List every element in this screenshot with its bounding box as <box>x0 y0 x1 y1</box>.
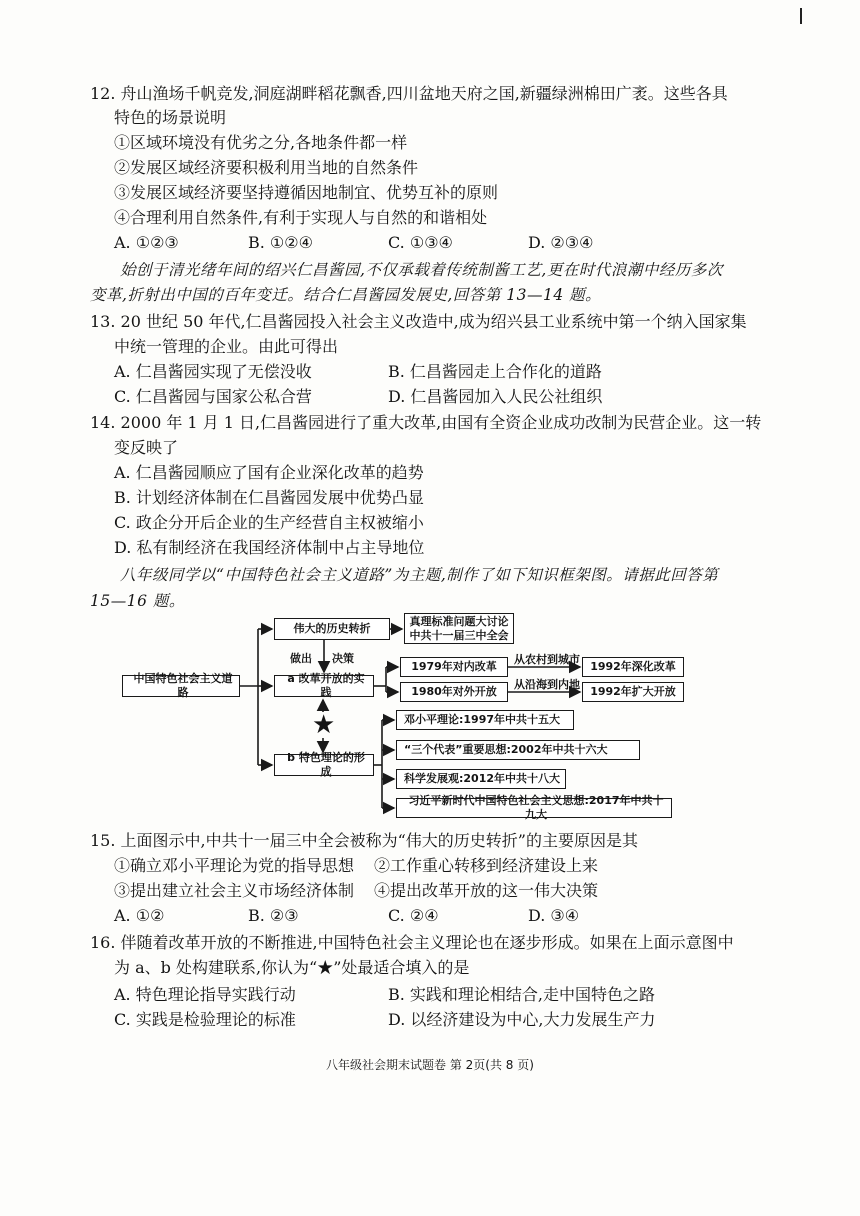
q12-stem-line1: 12. 舟山渔场千帆竞发,洞庭湖畔稻花飘香,四川盆地天府之国,新疆绿洲棉田广袤。这些各具 <box>90 84 728 103</box>
diagram-theory-item-1: 邓小平理论:1997年中共十五大 <box>396 710 574 730</box>
q15-option-b[interactable]: B. ②③ <box>248 906 299 925</box>
q13-stem-line1: 13. 20 世纪 50 年代,仁昌酱园投入社会主义改造中,成为绍兴县工业系统中第一个纳入国家集 <box>90 312 747 331</box>
q12-option-a[interactable]: A. ①②③ <box>114 233 179 252</box>
diagram-reform-1992a-box: 1992年深化改革 <box>582 657 684 677</box>
q14-option-b[interactable]: B. 计划经济体制在仁昌酱园发展中优势凸显 <box>114 488 424 507</box>
diagram-turn-detail-2: 中共十一届三中全会 <box>409 628 509 642</box>
diagram-label-juece: 决策 <box>332 652 354 665</box>
q14-option-d[interactable]: D. 私有制经济在我国经济体制中占主导地位 <box>114 538 425 557</box>
intro-15-16-line1: 八年级同学以“中国特色社会主义道路”为主题,制作了如下知识框架图。请据此回答第 <box>120 566 719 584</box>
diagram-theory-item-2: “三个代表”重要思想:2002年中共十六大 <box>396 740 640 760</box>
diagram-turn-detail-box <box>404 613 514 644</box>
q14-stem-line2: 变反映了 <box>114 438 179 457</box>
q13-option-a[interactable]: A. 仁昌酱园实现了无偿没收 <box>114 362 312 381</box>
diagram-label-inland: 从沿海到内地 <box>514 678 580 691</box>
q12-item-3: ③发展区域经济要坚持遵循因地制宜、优势互补的原则 <box>114 183 499 202</box>
q15-stem: 15. 上面图示中,中共十一届三中全会被称为“伟大的历史转折”的主要原因是其 <box>90 831 638 850</box>
star-icon: ★ <box>312 710 336 740</box>
q12-item-4: ④合理利用自然条件,有利于实现人与自然的和谐相处 <box>114 208 488 227</box>
diagram-theory-item-3: 科学发展观:2012年中共十八大 <box>396 769 566 789</box>
diagram-reform-box: a 改革开放的实践 <box>274 675 374 697</box>
q15-item-4: ④提出改革开放的这一伟大决策 <box>374 881 599 900</box>
q16-option-d[interactable]: D. 以经济建设为中心,大力发展生产力 <box>388 1010 656 1029</box>
q12-option-b[interactable]: B. ①②④ <box>248 233 313 252</box>
q14-stem-line1: 14. 2000 年 1 月 1 日,仁昌酱园进行了重大改革,由国有全资企业成功改制为民营企业。这一转 <box>90 413 762 432</box>
page-footer: 八年级社会期末试题卷 第 2页(共 8 页) <box>326 1058 534 1072</box>
diagram-turn-detail-1: 真理标准问题大讨论 <box>409 614 509 628</box>
q15-option-d[interactable]: D. ③④ <box>528 906 580 925</box>
q16-stem-line2: 为 a、b 处构建联系,你认为“★”处最适合填入的是 <box>114 958 470 977</box>
q12-stem-line2: 特色的场景说明 <box>114 108 227 127</box>
q12-option-c[interactable]: C. ①③④ <box>388 233 453 252</box>
intro-13-14-line2: 变革,折射出中国的百年变迁。结合仁昌酱园发展史,回答第 13—14 题。 <box>90 286 602 304</box>
diagram-label-zuochu: 做出 <box>290 652 312 665</box>
q15-option-a[interactable]: A. ①② <box>114 906 165 925</box>
q15-item-1: ①确立邓小平理论为党的指导思想 <box>114 856 355 875</box>
diagram-root-box: 中国特色社会主义道路 <box>122 675 240 697</box>
q13-option-b[interactable]: B. 仁昌酱园走上合作化的道路 <box>388 362 602 381</box>
q15-item-3: ③提出建立社会主义市场经济体制 <box>114 881 355 900</box>
q15-item-2: ②工作重心转移到经济建设上来 <box>374 856 599 875</box>
intro-13-14-line1: 始创于清光绪年间的绍兴仁昌酱园,不仅承载着传统制酱工艺,更在时代浪潮中经历多次 <box>120 261 723 279</box>
diagram-reform-1992b-box: 1992年扩大开放 <box>582 682 684 702</box>
q15-option-c[interactable]: C. ②④ <box>388 906 439 925</box>
diagram-reform-1980-box: 1980年对外开放 <box>400 682 508 702</box>
diagram-label-city: 从农村到城市 <box>514 653 580 666</box>
q13-option-c[interactable]: C. 仁昌酱园与国家公私合营 <box>114 387 312 406</box>
q12-item-2: ②发展区域经济要积极利用当地的自然条件 <box>114 158 419 177</box>
q16-option-b[interactable]: B. 实践和理论相结合,走中国特色之路 <box>388 985 656 1004</box>
q16-option-a[interactable]: A. 特色理论指导实践行动 <box>114 985 296 1004</box>
q14-option-c[interactable]: C. 政企分开后企业的生产经营自主权被缩小 <box>114 513 424 532</box>
q12-item-1: ①区域环境没有优劣之分,各地条件都一样 <box>114 133 408 152</box>
q13-stem-line2: 中统一管理的企业。由此可得出 <box>114 337 339 356</box>
diagram-turn-box: 伟大的历史转折 <box>274 618 390 640</box>
q16-option-c[interactable]: C. 实践是检验理论的标准 <box>114 1010 296 1029</box>
diagram-theory-box: b 特色理论的形成 <box>274 754 374 776</box>
q16-stem-line1: 16. 伴随着改革开放的不断推进,中国特色社会主义理论也在逐步形成。如果在上面示意图中 <box>90 933 734 952</box>
diagram-theory-item-4: 习近平新时代中国特色社会主义思想:2017年中共十九大 <box>396 798 672 818</box>
diagram-reform-1979-box: 1979年对内改革 <box>400 657 508 677</box>
q12-option-d[interactable]: D. ②③④ <box>528 233 594 252</box>
q13-option-d[interactable]: D. 仁昌酱园加入人民公社组织 <box>388 387 603 406</box>
q14-option-a[interactable]: A. 仁昌酱园顺应了国有企业深化改革的趋势 <box>114 463 424 482</box>
intro-15-16-line2: 15—16 题。 <box>90 592 185 610</box>
